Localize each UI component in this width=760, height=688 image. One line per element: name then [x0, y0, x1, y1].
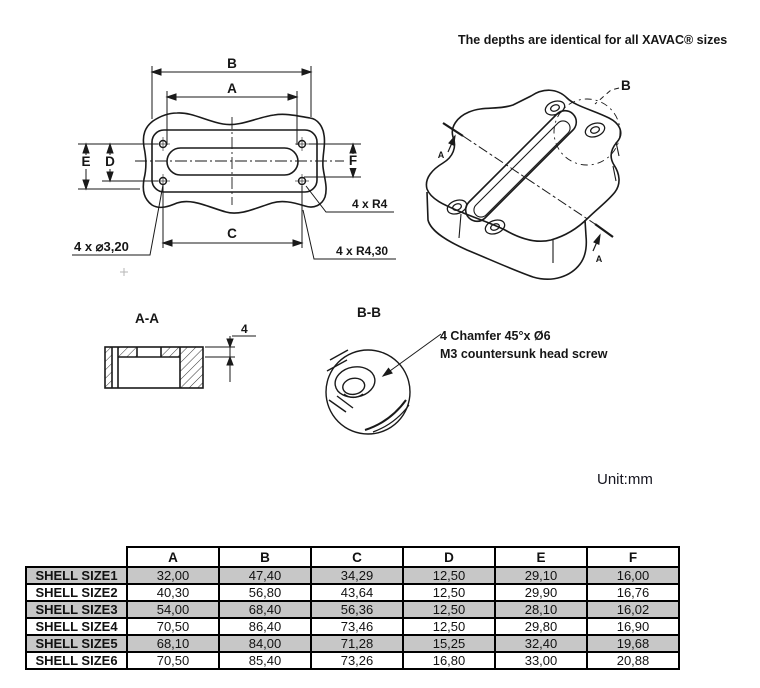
table-cell: 34,29	[311, 567, 403, 584]
row-label: SHELL SIZE2	[26, 584, 127, 601]
table-cell: 28,10	[495, 601, 587, 618]
table-row	[26, 635, 679, 652]
dimension-lines	[78, 66, 361, 248]
table-cell: 32,40	[495, 635, 587, 652]
dim-label-f: F	[348, 153, 358, 168]
dim-label-e: E	[81, 154, 91, 169]
table-cell: 70,50	[127, 652, 219, 669]
table-cell: 16,80	[403, 652, 495, 669]
table-cell: 16,90	[587, 618, 679, 635]
iso-section-label-a2: A	[595, 254, 603, 264]
table-cell: 19,68	[587, 635, 679, 652]
table-row	[26, 567, 679, 584]
dim-label-d: D	[105, 154, 115, 169]
row-label: SHELL SIZE1	[26, 567, 127, 584]
chamfer-callout-line1: 4 Chamfer 45°x Ø6	[440, 329, 551, 343]
table-cell: 12,50	[403, 584, 495, 601]
table-cell: 43,64	[311, 584, 403, 601]
table-cell: 20,88	[587, 652, 679, 669]
dim-label-b: B	[227, 56, 237, 71]
detail-bb-body	[326, 350, 410, 434]
table-cell: 56,36	[311, 601, 403, 618]
table-cell: 70,50	[127, 618, 219, 635]
table-cell: 33,00	[495, 652, 587, 669]
unit-label: Unit:mm	[597, 471, 653, 488]
table-cell: 73,26	[311, 652, 403, 669]
corner-holes	[156, 137, 309, 188]
cut-indicator-b	[554, 88, 620, 165]
row-label: SHELL SIZE4	[26, 618, 127, 635]
table-row	[26, 584, 679, 601]
row-label: SHELL SIZE5	[26, 635, 127, 652]
depths-note: The depths are identical for all XAVAC® sizes	[458, 33, 728, 47]
chamfer-callout	[440, 327, 607, 363]
table-cell: 68,10	[127, 635, 219, 652]
table-row	[26, 652, 679, 669]
table-row	[26, 618, 679, 635]
table-cell: 32,00	[127, 567, 219, 584]
table-cell: 84,00	[219, 635, 311, 652]
iso-body	[426, 90, 620, 279]
detail-bb-title: B-B	[357, 305, 381, 320]
table-cell: 56,80	[219, 584, 311, 601]
col-header-f: F	[587, 547, 679, 567]
section-aa-drawing	[85, 305, 265, 405]
table-cell: 29,80	[495, 618, 587, 635]
col-header-b: B	[219, 547, 311, 567]
table-cell: 16,02	[587, 601, 679, 618]
callout-holes: 4 x ⌀3,20	[74, 239, 129, 254]
table-header-row	[26, 547, 679, 567]
table-cell: 15,25	[403, 635, 495, 652]
table-cell: 85,40	[219, 652, 311, 669]
isometric-view-drawing	[415, 70, 710, 315]
row-label: SHELL SIZE6	[26, 652, 127, 669]
table-cell: 12,50	[403, 601, 495, 618]
table-cell: 40,30	[127, 584, 219, 601]
col-header-c: C	[311, 547, 403, 567]
table-cell: 86,40	[219, 618, 311, 635]
table-cell: 54,00	[127, 601, 219, 618]
chamfer-callout-line2: M3 countersunk head screw	[440, 347, 608, 361]
table-cell: 29,10	[495, 567, 587, 584]
section-aa-title: A-A	[135, 311, 159, 326]
table-row	[26, 601, 679, 618]
depth-dimension	[205, 336, 256, 382]
table-cell: 29,90	[495, 584, 587, 601]
top-view-outline	[143, 113, 326, 213]
detail-bb-leader	[383, 334, 441, 376]
table-cell: 16,00	[587, 567, 679, 584]
callout-r430: 4 x R4,30	[336, 244, 389, 258]
depth-dim-label: 4	[241, 322, 248, 336]
col-header-a: A	[127, 547, 219, 567]
iso-cut-label-b: B	[621, 78, 631, 93]
col-header-d: D	[403, 547, 495, 567]
callout-r4: 4 x R4	[352, 197, 388, 211]
row-label: SHELL SIZE3	[26, 601, 127, 618]
table-cell: 73,46	[311, 618, 403, 635]
table-cell: 12,50	[403, 618, 495, 635]
center-mark	[120, 268, 128, 276]
top-view-drawing	[60, 55, 415, 300]
table-corner-cell	[26, 547, 127, 567]
shell-size-table	[25, 546, 680, 670]
section-aa-body	[105, 347, 203, 388]
table-cell: 71,28	[311, 635, 403, 652]
dim-label-c: C	[227, 226, 237, 241]
table-cell: 16,76	[587, 584, 679, 601]
table-cell: 47,40	[219, 567, 311, 584]
table-cell: 68,40	[219, 601, 311, 618]
iso-section-label-a1: A	[437, 150, 445, 160]
col-header-e: E	[495, 547, 587, 567]
dim-label-a: A	[227, 81, 237, 96]
table-cell: 12,50	[403, 567, 495, 584]
detail-bb-drawing	[305, 300, 470, 450]
